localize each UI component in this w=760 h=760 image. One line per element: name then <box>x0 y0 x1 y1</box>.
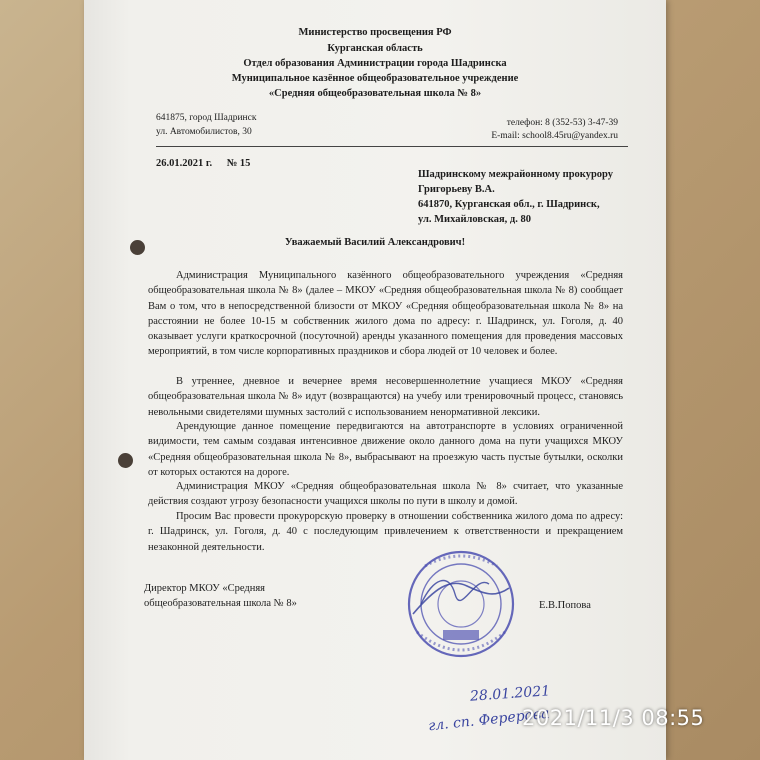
signatory-position-line: Директор МКОУ «Средняя <box>144 583 266 594</box>
school-address: 641875, город Шадринск <box>156 113 257 123</box>
school-email: E-mail: school8.45ru@yandex.ru <box>491 131 618 141</box>
header-line: Министерство просвещения РФ <box>298 27 452 38</box>
letter-date-number <box>156 158 250 169</box>
signatory-position-line: общеобразовательная школа № 8» <box>144 598 297 609</box>
header-line: Отдел образования Администрации города Шадринска <box>243 58 507 69</box>
greeting: Уважаемый Василий Александрович! <box>284 237 466 248</box>
paragraph: В утреннее, дневное и вечернее время несовершеннолетние учащиеся МКОУ «Средняя общеобразовательная школа № 8» идут (возвращаются) на учебу или тренировочный процесс, становясь невольными свидетелями шумных застолий с использованием ненормативной лексики. <box>148 376 623 418</box>
handwritten-note: гл. сп. Ферерова <box>427 705 551 735</box>
school-street: ул. Автомобилистов, 30 <box>156 127 252 137</box>
header-line: «Средняя общеобразовательная школа № 8» <box>268 88 482 99</box>
punch-hole <box>118 453 133 468</box>
letter-sheet <box>84 0 666 760</box>
header-divider <box>156 146 628 147</box>
recipient-line: ул. Михайловская, д. 80 <box>418 214 531 225</box>
signatory-position <box>144 581 297 611</box>
recipient-line: Шадринскому межрайонному прокурору <box>418 169 614 180</box>
letter-date: 26.01.2021 г. <box>156 158 213 169</box>
recipient-line: 641870, Курганская обл., г. Шадринск, <box>418 199 600 210</box>
paragraph: Просим Вас провести прокурорскую проверку в отношении собственника жилого дома по адресу: г. Шадринск, ул. Гоголя, д. 40 с последующим привлечением к ответственности и прекращением незаконной деятельности. <box>148 511 623 553</box>
paragraph: Администрация МКОУ «Средняя общеобразовательная школа № 8» считает, что указанные действия создают угрозу безопасности учащихся школы по пути в школу и домой. <box>148 481 623 508</box>
header-line: Курганская область <box>327 43 423 54</box>
handwritten-date: 28.01.2021 <box>469 683 551 705</box>
paragraph: Администрация Муниципального казённого общеобразовательного учреждения «Средняя общеобразовательная школа № 8» (далее – МКОУ «Средняя общеобразовательная школа № 8) сообщает Вам о том, что в непосредственной близости от МКОУ «Средняя общеобразовательная школа № 8» на расстоянии не более 10-15 м собственник жилого дома по адресу: г. Шадринск, ул. Гоголя, д. 40 оказывает услуги краткосрочной (посуточной) аренды указанного помещения для проведения массовых мероприятий, в том числе корпоративных праздников и сбора людей от 10 человек и более. <box>148 270 623 358</box>
recipient-line: Григорьеву В.А. <box>418 184 495 195</box>
header-line: Муниципальное казённое общеобразовательное учреждение <box>231 73 519 84</box>
camera-timestamp: 2021/11/3 08:55 <box>522 706 705 730</box>
school-phone: телефон: 8 (352-53) 3-47-39 <box>506 118 618 128</box>
official-stamp <box>405 548 517 660</box>
paragraph: Арендующие данное помещение передвигаются на автотранспорте в условиях ограниченной видимости, тем самым создавая интенсивное движение около данного дома на пути учащихся МКОУ «Средняя общеобразовательная школа № 8», выбрасывают на проезжую часть пустые бутылки, осколки от которых остаются на дороге. <box>148 421 623 478</box>
signatory-name: Е.В.Попова <box>539 600 591 611</box>
letter-number: № 15 <box>226 158 251 169</box>
recipient-block <box>418 167 613 227</box>
